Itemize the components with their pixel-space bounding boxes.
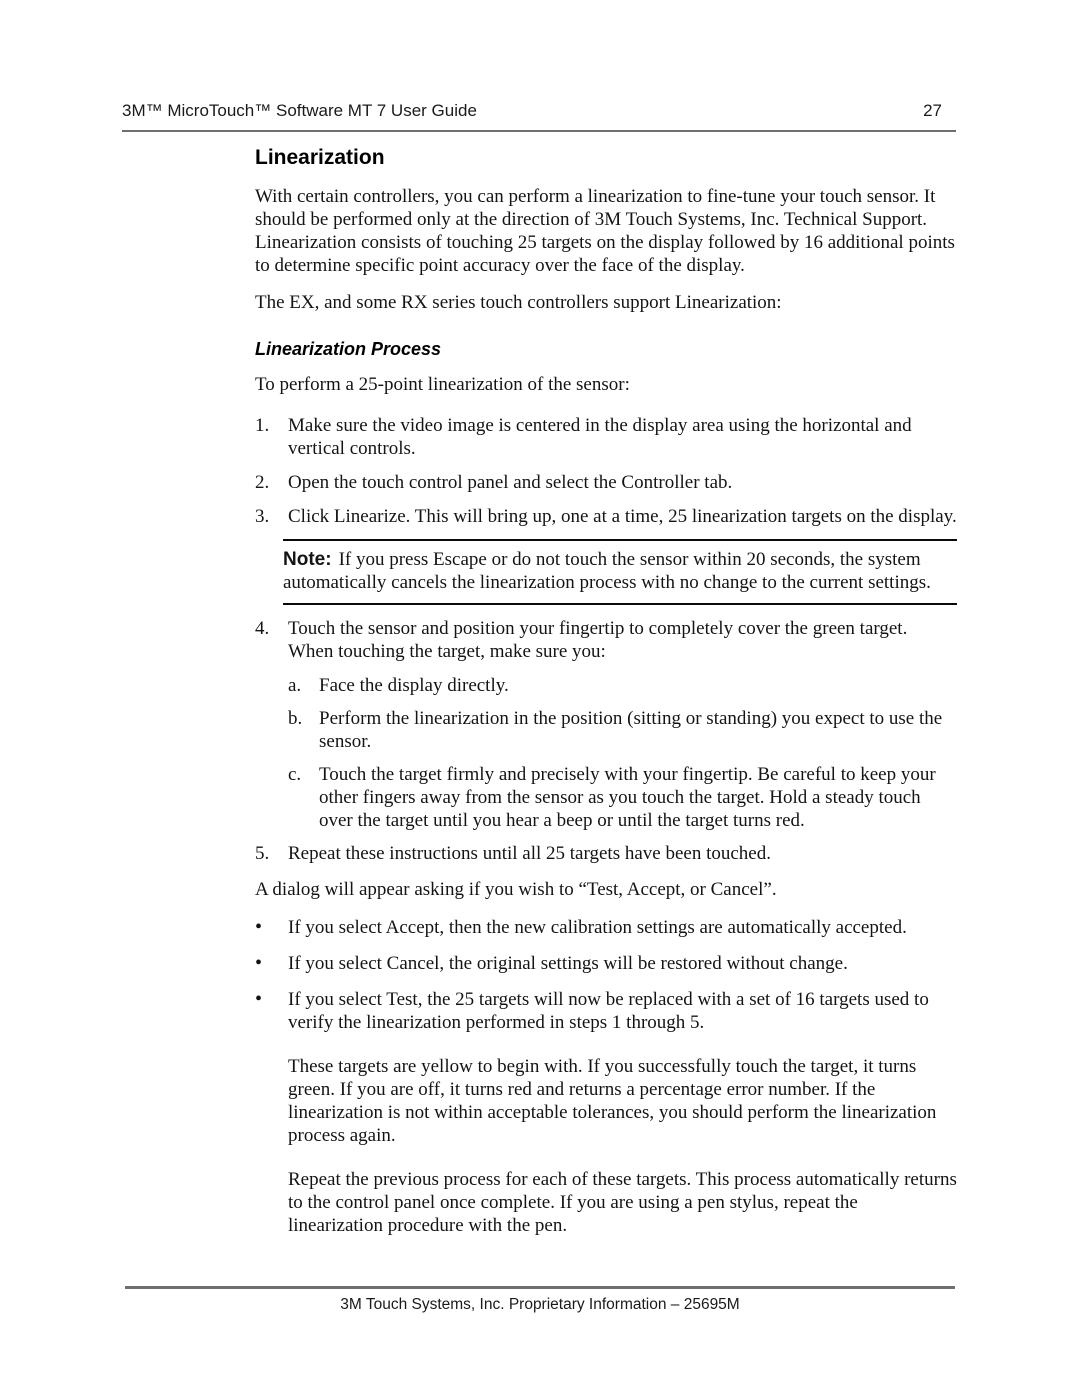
substep-letter: c.: [288, 764, 302, 785]
bullet-icon: •: [255, 952, 263, 974]
step-number: 4.: [255, 618, 270, 639]
substep-b: [288, 707, 957, 753]
subsection-heading: Linearization Process: [255, 339, 442, 359]
lettered-substeps: [288, 674, 957, 832]
numbered-step-4: [255, 617, 957, 663]
footer-text: 3M Touch Systems, Inc. Proprietary Information – 25695M: [340, 1296, 740, 1313]
dialog-paragraph: A dialog will appear asking if you wish to “Test, Accept, or Cancel”.: [255, 879, 777, 900]
bullet-item-cancel: [255, 952, 957, 975]
numbered-step-1: [255, 414, 957, 460]
header-title: 3M™ MicroTouch™ Software MT 7 User Guide: [122, 101, 477, 120]
substep-text: Face the display directly.: [319, 675, 509, 696]
bullet-item-test: [255, 988, 957, 1034]
page-header: [122, 101, 956, 132]
numbered-step-3: [255, 505, 957, 528]
note-text: If you press Escape or do not touch the sensor within 20 seconds, the system automatically cancels the linearization process with no change to the current settings.: [283, 549, 931, 593]
step-number: 1.: [255, 415, 270, 436]
numbered-step-2: [255, 471, 957, 494]
step-number: 5.: [255, 843, 270, 864]
targets-info-paragraph: These targets are yellow to begin with. If you successfully touch the target, it turns green. If you are off, it turns red and returns a percentage error number. If the linearization is not within acceptable tolerances, you should perform the linearization process again.: [288, 1056, 937, 1146]
step-text: Make sure the video image is centered in the display area using the horizontal and vertical controls.: [288, 415, 912, 459]
section-heading: Linearization: [255, 146, 385, 169]
content-column: [255, 146, 957, 1237]
step-text: Touch the sensor and position your fingertip to completely cover the green target. When touching the target, make sure you:: [288, 618, 908, 662]
step-text: Repeat these instructions until all 25 targets have been touched.: [288, 843, 771, 864]
bullet-icon: •: [255, 916, 263, 938]
step-text: Open the touch control panel and select the Controller tab.: [288, 472, 733, 493]
page-footer: [125, 1286, 955, 1314]
step-text: Click Linearize. This will bring up, one at a time, 25 linearization targets on the display.: [288, 506, 957, 527]
substep-c: [288, 763, 957, 832]
bullet-item-accept: [255, 916, 957, 939]
page-number: 27: [923, 101, 942, 120]
supported-controllers-paragraph: The EX, and some RX series touch controllers support Linearization:: [255, 292, 782, 313]
substep-a: [288, 674, 957, 697]
note-box: [283, 539, 957, 605]
intro-paragraph: With certain controllers, you can perform a linearization to fine-tune your touch sensor. It should be performed only at the direction of 3M Touch Systems, Inc. Technical Support. Linearization consists of touching 25 targets on the display followed by 16 additional points to determine specific point accuracy over the face of the display.: [255, 186, 955, 276]
repeat-info-paragraph: Repeat the previous process for each of these targets. This process automatically returns to the control panel once complete. If you are using a pen stylus, repeat the linearization procedure with the pen.: [288, 1169, 957, 1236]
substep-text: Touch the target firmly and precisely with your fingertip. Be careful to keep your other fingers away from the sensor as you touch the target. Hold a steady touch over the target until you hear a beep or until the target turns red.: [319, 764, 936, 831]
step-number: 3.: [255, 506, 270, 527]
bullet-text: If you select Cancel, the original settings will be restored without change.: [288, 953, 848, 974]
bullet-text: If you select Test, the 25 targets will now be replaced with a set of 16 targets used to verify the linearization performed in steps 1 through 5.: [288, 989, 929, 1033]
process-intro-paragraph: To perform a 25-point linearization of the sensor:: [255, 374, 630, 395]
numbered-step-5: [255, 842, 957, 865]
substep-letter: a.: [288, 675, 302, 696]
step-number: 2.: [255, 472, 270, 493]
bullet-text: If you select Accept, then the new calibration settings are automatically accepted.: [288, 917, 907, 938]
note-label: Note:: [283, 549, 332, 570]
bullet-icon: •: [255, 988, 263, 1010]
substep-letter: b.: [288, 708, 303, 729]
substep-text: Perform the linearization in the position (sitting or standing) you expect to use the sensor.: [319, 708, 943, 752]
